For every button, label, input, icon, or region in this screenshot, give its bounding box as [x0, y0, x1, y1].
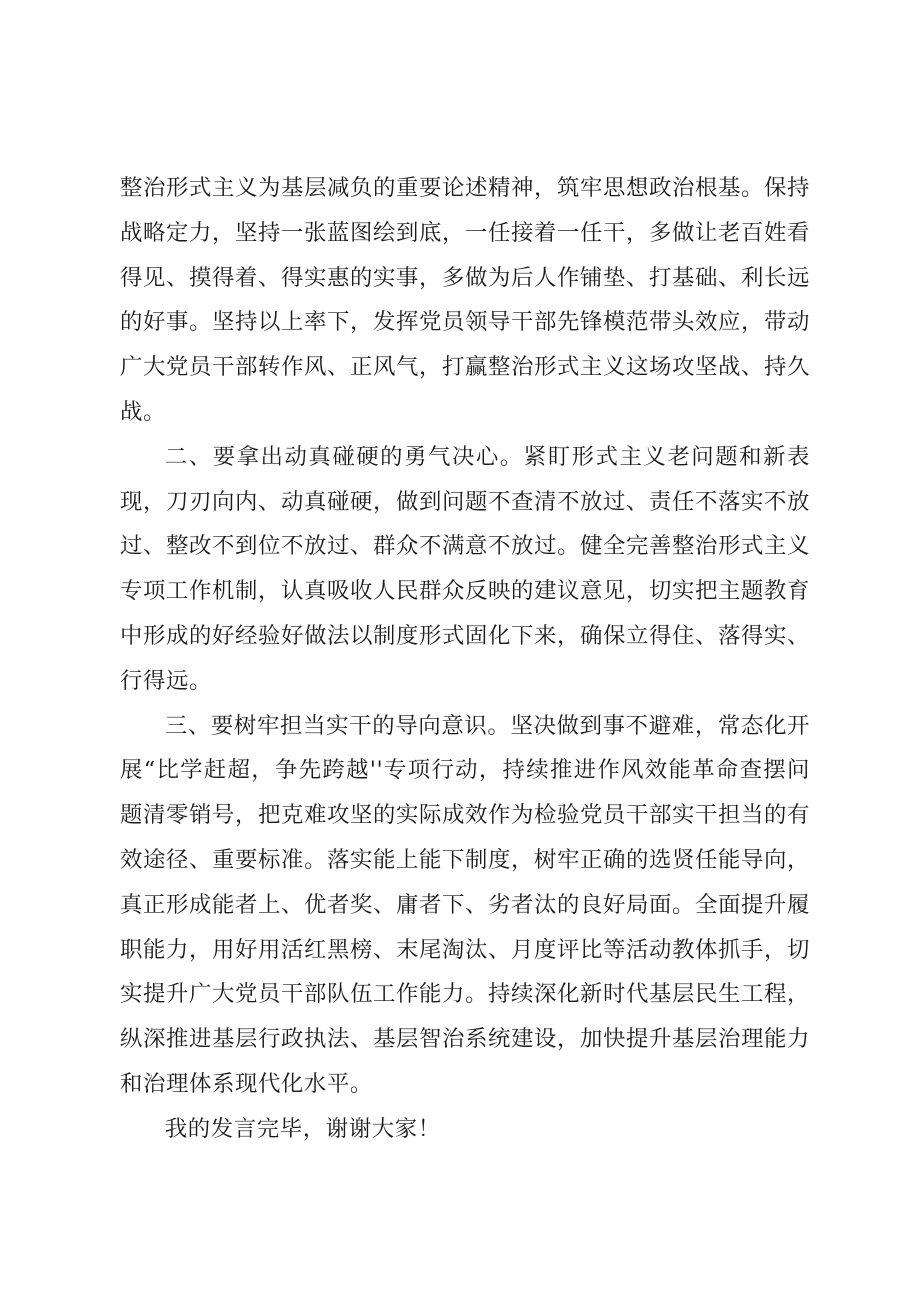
paragraph-continuation: 整治形式主义为基层减负的重要论述精神，筑牢思想政治根基。保持战略定力，坚持一张蓝图绘到底，一任接着一任干，多做让老百姓看得见、摸得着、得实惠的实事，多做为后人作铺垫、打基础、利长远的好事。坚持以上率下，发挥党员领导干部先锋模范带头效应，带动广大党员干部转作风、正风气，打赢整治形式主义这场攻坚战、持久战。 [120, 175, 810, 425]
paragraph-section-three: 三、要树牢担当实干的导向意识。坚决做到事不避难，常态化开展“比学赶超，争先跨越''专项行动，持续推进作风效能革命查摆问题清零销号，把克难攻坚的实际成效作为检验党员干部实干担当的有效途径、重要标准。落实能上能下制度，树牢正确的选贤任能导向，真正形成能者上、优者奖、庸者下、劣者汰的良好局面。全面提升履职能力，用好用活红黑榜、末尾淘汰、月度评比等活动教体抓手，切实提升广大党员干部队伍工作能力。持续深化新时代基层民生工程，纵深推进基层行政执法、基层智治系统建设，加快提升基层治理能力和治理体系现代化水平。 [120, 712, 810, 1097]
document-body [120, 166, 810, 1152]
paragraph-closing: 我的发言完毕，谢谢大家！ [164, 1115, 441, 1142]
paragraph-section-two: 二、要拿出动真碰硬的勇气决心。紧盯形式主义老问题和新表现，刀刃向内、动真碰硬，做到问题不查清不放过、责任不落实不放过、整改不到位不放过、群众不满意不放过。健全完善整治形式主义专项工作机制，认真吸收人民群众反映的建议意见，切实把主题教育中形成的好经验好做法以制度形式固化下来，确保立得住、落得实、行得远。 [120, 443, 810, 694]
